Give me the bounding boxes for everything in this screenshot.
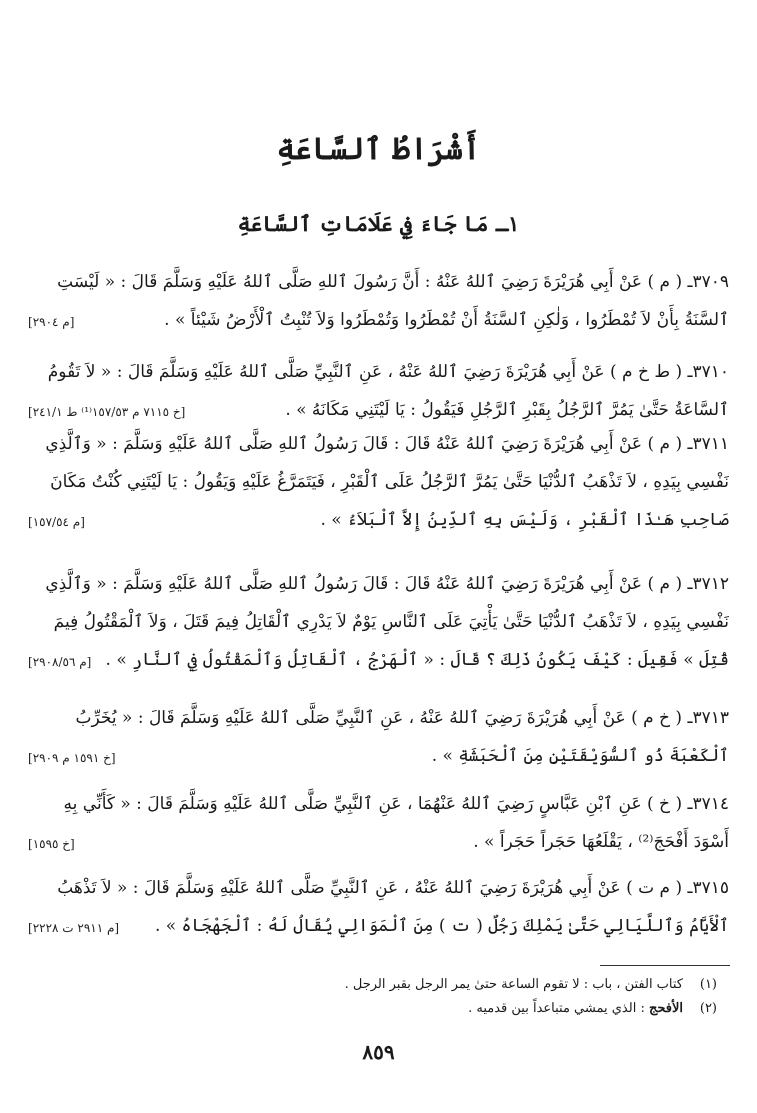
source-reference: [م ٢٩٠٨/٥٦]: [28, 655, 92, 669]
hadith-entry: [28, 870, 729, 946]
hadith-line: [28, 870, 729, 908]
hadith-entry: [28, 354, 729, 430]
source-reference: [خ ١٥٩٥]: [28, 837, 75, 851]
hadith-text: ٣٧٠٩ـ ( م ) عَنْ أَبِي هُرَيْرَةَ رَضِيَ ٱللهُ عَنْهُ : أَنَّ رَسُولَ ٱللهِ صَلَّى ٱللهُ عَلَيْهِ وَسَلَّمَ قَالَ : « لَيْسَتِ: [57, 272, 729, 292]
hadith-text: ٱلْأَيَّامُ وَٱللَّيَالِي حَتَّىٰ يَمْلِكَ رَجُلٌ ( ت ) مِنَ ٱلْمَوَالِي يُقَالُ لَهُ : ٱلْجَهْجَاهُ » .: [154, 916, 729, 936]
section-heading: ١ـ مَا جَاءَ فِي عَلَامَاتِ ٱلسَّاعَةِ: [237, 211, 520, 236]
hadith-text: ٱلسَّاعَةُ حَتَّىٰ يَمُرَّ ٱلرَّجُلُ بِقَبْرِ ٱلرَّجُلِ فَيَقُولُ : يَا لَيْتَنِي مَكَانَهُ » .: [285, 400, 729, 420]
source-reference: [خ ٧١١٥ م ١٥٧/٥٣⁽¹⁾ ط ٢٤١/١]: [28, 405, 186, 419]
hadith-line: [28, 908, 729, 946]
hadith-line: [28, 264, 729, 302]
footnote-divider: [600, 965, 730, 966]
hadith-text: قُتِلَ » فَقِيلَ : كَيْفَ يَكُونُ ذَلِكَ ؟ قَالَ : « ٱلْهَرْجُ ، ٱلْقَاتِلُ وَٱلْمَقْتُولُ فِي ٱلنَّارِ » .: [105, 650, 729, 670]
footnote-number: (٢): [699, 1001, 717, 1016]
hadith-entry: [28, 566, 729, 680]
hadith-text: ٣٧١٤ـ ( خ ) عَنِ ٱبْنِ عَبَّاسٍ رَضِيَ ٱللهُ عَنْهُمَا ، عَنِ ٱلنَّبِيِّ صَلَّى ٱللهُ عَلَيْهِ وَسَلَّمَ قَالَ : « كَأَنِّي بِهِ: [63, 794, 729, 814]
hadith-text: نَفْسِي بِيَدِهِ ، لاَ تَذْهَبُ ٱلدُّنْيَا حَتَّىٰ يَمُرَّ ٱلرَّجُلُ عَلَى ٱلْقَبْرِ ، فَيَتَمَرَّغُ عَلَيْهِ وَيَقُولُ : يَا لَيْتَنِي كُنْتُ مَكَانَ: [50, 472, 729, 492]
hadith-text: ٣٧١٥ـ ( م ت ) عَنْ أَبِي هُرَيْرَةَ رَضِيَ ٱللهُ عَنْهُ ، عَنِ ٱلنَّبِيِّ صَلَّى ٱللهُ عَلَيْهِ وَسَلَّمَ قَالَ : « لاَ تَذْهَبُ: [57, 878, 729, 898]
hadith-line: [28, 786, 729, 824]
hadith-line: [28, 824, 729, 862]
hadith-line: [28, 354, 729, 392]
hadith-line: [28, 566, 729, 604]
hadith-line: [28, 392, 729, 430]
hadith-line: [28, 738, 729, 776]
source-reference: [م ٢٩١١ ت ٢٢٢٨]: [28, 921, 120, 935]
hadith-text: ٱلسَّنَةُ بِأَنْ لاَ تُمْطَرُوا ، وَلٰكِنِ ٱلسَّنَةُ أَنْ تُمْطَرُوا وَتُمْطَرُوا وَلاَ تُنْبِتُ ٱلْأَرْضُ شَيْئاً » .: [164, 310, 729, 330]
footnotes: [37, 973, 717, 1021]
hadith-line: [28, 604, 729, 642]
footnote-number: (١): [699, 977, 717, 992]
hadith-entry: [28, 786, 729, 862]
source-reference: [خ ١٥٩١ م ٢٩٠٩]: [28, 751, 116, 765]
hadith-entry: [28, 264, 729, 340]
hadith-entry: [28, 700, 729, 776]
hadith-line: [28, 700, 729, 738]
hadith-text: ٣٧١٣ـ ( خ م ) عَنْ أَبِي هُرَيْرَةَ رَضِيَ ٱللهُ عَنْهُ ، عَنِ ٱلنَّبِيِّ صَلَّى ٱللهُ عَلَيْهِ وَسَلَّمَ قَالَ : « يُخَرِّبُ: [75, 708, 729, 728]
footnote: [37, 973, 717, 997]
hadith-text: ٱلْكَعْبَةَ ذُو ٱلسُّوَيْقَتَيْنِ مِنَ ٱلْحَبَشَةِ » .: [431, 746, 729, 766]
hadith-line: [28, 502, 729, 540]
hadith-line: [28, 642, 729, 680]
footnote: [37, 997, 717, 1021]
chapter-title: أَشْرَاطُ ٱلسَّاعَةِ: [276, 132, 481, 167]
hadith-text: أَسْوَدَ أَفْحَجَ⁽²⁾ ، يَقْلَعُهَا حَجَراً حَجَراً » .: [473, 832, 729, 852]
footnote-term: الأفحج: [648, 1001, 683, 1016]
hadith-text: نَفْسِي بِيَدِهِ ، لاَ تَذْهَبُ ٱلدُّنْيَا حَتَّىٰ يَأْتِيَ عَلَى ٱلنَّاسِ يَوْمٌ لاَ يَدْرِي ٱلْقَاتِلُ فِيمَ قَتَلَ ، وَلاَ ٱلْمَقْتُولُ فِيمَ: [53, 612, 729, 632]
hadith-text: صَاحِبِ هَـٰذَا ٱلْقَبْرِ ، وَلَيْسَ بِهِ ٱلدِّينُ إِلاَّ ٱلْبَلاَءُ » .: [320, 510, 729, 530]
hadith-text: ٣٧١٠ـ ( ط خ م ) عَنْ أَبِي هُرَيْرَةَ رَضِيَ ٱللهُ عَنْهُ ، عَنِ ٱلنَّبِيِّ صَلَّى ٱللهُ عَلَيْهِ وَسَلَّمَ قَالَ : « لاَ تَقُومُ: [47, 362, 729, 382]
hadith-entry: [28, 426, 729, 540]
hadith-line: [28, 426, 729, 464]
hadith-text: ٣٧١٢ـ ( م ) عَنْ أَبِي هُرَيْرَةَ رَضِيَ ٱللهُ عَنْهُ قَالَ : قَالَ رَسُولُ ٱللهِ صَلَّى ٱللهُ عَلَيْهِ وَسَلَّمَ : « وَٱلَّذِي: [45, 574, 729, 594]
source-reference: [م ٢٩٠٤]: [28, 315, 75, 329]
hadith-text: ٣٧١١ـ ( م ) عَنْ أَبِي هُرَيْرَةَ رَضِيَ ٱللهُ عَنْهُ قَالَ : قَالَ رَسُولُ ٱللهِ صَلَّى ٱللهُ عَلَيْهِ وَسَلَّمَ : « وَٱلَّذِي: [45, 434, 729, 454]
footnote-text: كتاب الفتن ، باب : لا تقوم الساعة حتىٰ يمر الرجل بقبر الرجل .: [344, 977, 683, 992]
hadith-line: [28, 464, 729, 502]
page-number: ٨٥٩: [362, 1040, 395, 1064]
hadith-line: [28, 302, 729, 340]
source-reference: [م ١٥٧/٥٤]: [28, 515, 85, 529]
footnote-text: : الذي يمشي متباعداً بين قدميه .: [468, 1001, 649, 1016]
